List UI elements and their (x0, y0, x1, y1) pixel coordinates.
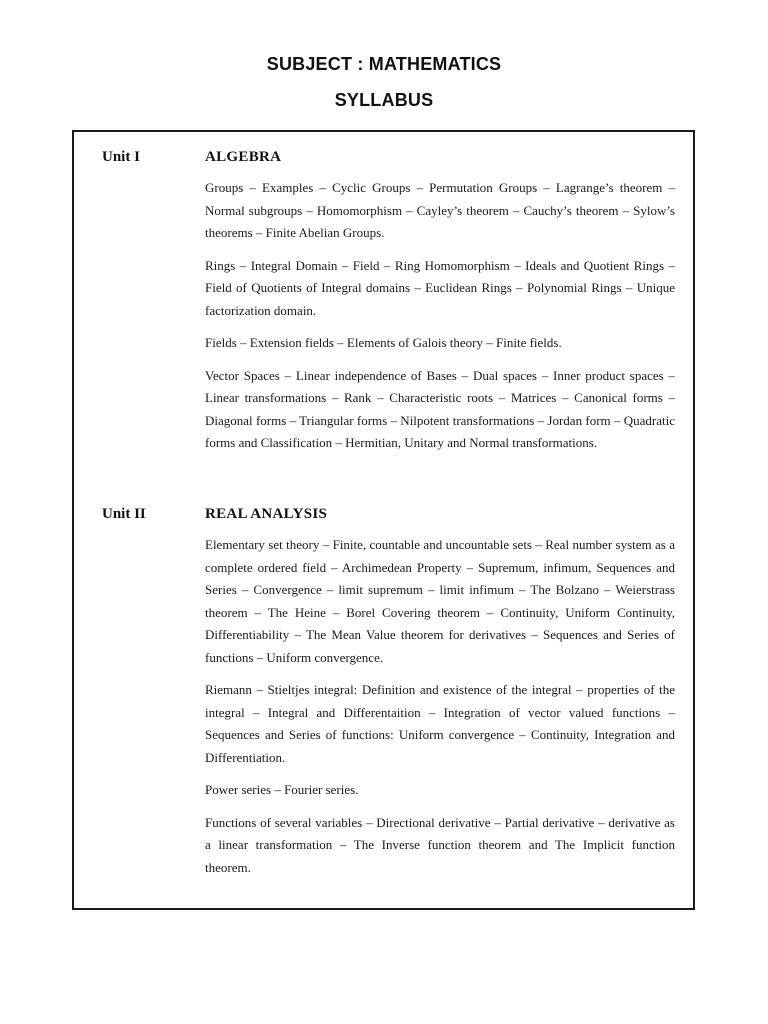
topic-paragraph-set-theory: Elementary set theory – Finite, countable and uncountable sets – Real number system as a complete ordered field – Archimedean Property – Supremum, infimum, Sequences and Series – Convergence – limit supremum – limit infimum – The Bolzano – Weierstrass theorem – The Heine – Borel Covering theorem – Continuity, Uniform Continuity, Differentiability – The Mean Value theorem for derivatives – Sequences and Series of functions – Uniform convergence. (205, 537, 675, 665)
unit-title: REAL ANALYSIS (205, 506, 328, 522)
unit-title: ALGEBRA (205, 149, 282, 165)
subject-heading: SUBJECT : MATHEMATICS (266, 54, 502, 74)
topic-paragraph-power-series: Power series – Fourier series. (205, 782, 359, 797)
topic-paragraph-riemann-stieltjes: Riemann – Stieltjes integral: Definition and existence of the integral – properties of the integral – Integral and Differentaition – Integration of vector valued functions – Sequences and Series of functions: Uniform convergence – Continuity, Integration and Differentiation. (205, 682, 675, 765)
topic-paragraph-groups: Groups – Examples – Cyclic Groups – Permutation Groups – Lagrange’s theorem – Normal subgroups – Homomorphism – Cayley’s theorem – Cauchy’s theorem – Sylow’s theorems – Finite Abelian Groups. (205, 180, 675, 240)
syllabus-heading: SYLLABUS (334, 90, 434, 110)
topic-paragraph-vector-spaces: Vector Spaces – Linear independence of Bases – Dual spaces – Inner product spaces – Linear transformations – Rank – Characteristic roots – Matrices – Canonical forms – Diagonal forms – Triangular forms – Nilpotent transformations – Jordan form – Quadratic forms and Classification – Hermitian, Unitary and Normal transformations. (205, 367, 675, 450)
unit-body (205, 534, 675, 889)
topic-paragraph-fields: Fields – Extension fields – Elements of Galois theory – Finite fields. (205, 335, 562, 350)
syllabus-box (72, 130, 695, 910)
unit-body (205, 177, 675, 465)
unit-label: Unit II (102, 506, 146, 522)
topic-paragraph-several-variables: Functions of several variables – Directional derivative – Partial derivative – derivative as a linear transformation – The Inverse function theorem and The Implicit function theorem. (205, 814, 675, 875)
topic-paragraph-rings: Rings – Integral Domain – Field – Ring Homomorphism – Ideals and Quotient Rings – Field of Quotients of Integral domains – Euclidean Rings – Polynomial Rings – Unique factorization domain. (205, 257, 675, 318)
unit-label: Unit I (102, 149, 140, 165)
